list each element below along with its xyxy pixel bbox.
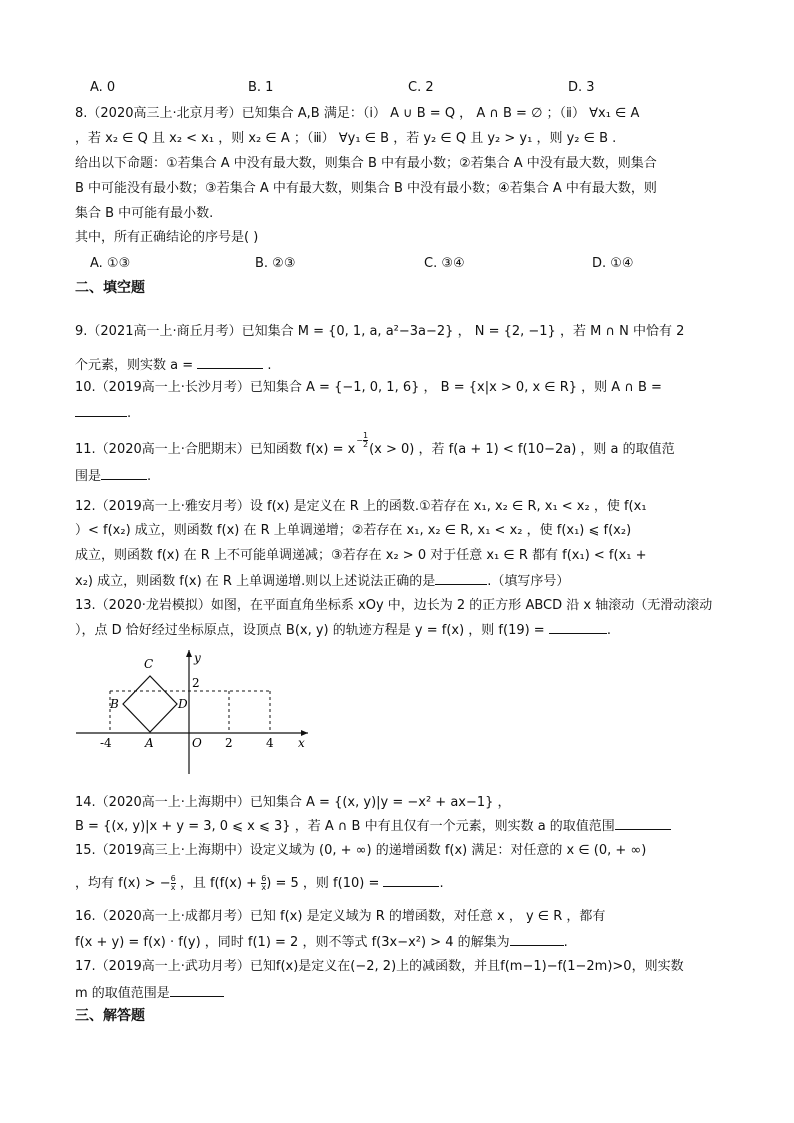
q11-answer-blank[interactable] bbox=[101, 466, 147, 480]
q14-line-2 bbox=[75, 816, 725, 837]
q17-answer-blank[interactable] bbox=[170, 983, 224, 997]
q16-answer-blank[interactable] bbox=[510, 932, 564, 946]
label-a: A bbox=[145, 736, 154, 750]
q15-frac1-numerator: 6 bbox=[170, 874, 176, 883]
q8-option-d: D. ①④ bbox=[592, 256, 634, 271]
q9-line-2 bbox=[75, 355, 725, 376]
q8-option-b: B. ②③ bbox=[255, 256, 296, 271]
q17-line-1: 17.（2019高一上·武功月考）已知f(x)是定义在(−2, 2)上的减函数，并且f(m−1)−f(1−2m)>0，则实数 bbox=[75, 959, 684, 974]
q12-line-1: 12.（2019高一上·雅安月考）设 f(x) 是定义在 R 上的函数.①若存在 x₁, x₂ ∈ R, x₁ < x₂ ，使 f(x₁ bbox=[75, 499, 647, 514]
q15-line-1: 15.（2019高三上·上海期中）设定义域为 (0, + ∞) 的递增函数 f(x) 满足：对任意的 x ∈ (0, + ∞) bbox=[75, 843, 647, 858]
label-b: B bbox=[110, 697, 119, 711]
q16-text: f(x + y) = f(x) · f(y) ，同时 f(1) = 2 ，则不等式 f(3x−x²) > 4 的解集为 bbox=[75, 935, 510, 950]
q9-answer-blank[interactable] bbox=[197, 355, 263, 369]
tick-2: 2 bbox=[225, 736, 233, 750]
tick-4: 4 bbox=[266, 736, 274, 750]
q11-period: . bbox=[147, 469, 152, 484]
q11-text-a: 11.（2020高一上·合肥期末）已知函数 f(x) = x bbox=[75, 442, 356, 457]
label-y-axis: y bbox=[194, 651, 201, 665]
section-heading-answer: 三、解答题 bbox=[75, 1008, 145, 1024]
q11-text-c: 围是 bbox=[75, 469, 102, 484]
tick-neg4: -4 bbox=[100, 736, 112, 750]
q8-line-5: 集合 B 中可能有最小数. bbox=[75, 206, 214, 221]
q12-line-3: 成立，则函数 f(x) 在 R 上不可能单调递减；③若存在 x₂ > 0 对于任意 x₁ ∈ R 都有 f(x₁) < f(x₁ + bbox=[75, 548, 647, 563]
q15-frac1-denominator: x bbox=[170, 883, 176, 892]
q11-line-1 bbox=[75, 431, 725, 460]
q10-line-1: 10.（2019高一上·长沙月考）已知集合 A = {−1, 0, 1, 6} ， B = {x|x > 0, x ∈ R} ，则 A ∩ B = bbox=[75, 380, 662, 395]
q12-line-2: ）< f(x₂) 成立，则函数 f(x) 在 R 上单调递增；②若存在 x₁, x₂ ∈ R, x₁ < x₂ ，使 f(x₁) ⩽ f(x₂) bbox=[75, 523, 632, 538]
q10-period: . bbox=[127, 406, 132, 421]
q12-hint: .（填写序号） bbox=[487, 574, 570, 589]
q8-line-2: ，若 x₂ ∈ Q 且 x₂ < x₁ ，则 x₂ ∈ A ；（ⅲ） ∀y₁ ∈ B ，若 y₂ ∈ Q 且 y₂ > y₁ ，则 y₂ ∈ B . bbox=[75, 131, 617, 146]
q9-line-1: 9.（2021高一上·商丘月考）已知集合 M = {0, 1, a, a²−3a−2} ， N = {2, −1} ，若 M ∩ N 中恰有 2 bbox=[75, 324, 685, 339]
q7-option-d: D. 3 bbox=[568, 80, 595, 95]
q7-option-c: C. 2 bbox=[408, 80, 434, 95]
q15-line-2 bbox=[75, 873, 725, 894]
q8-option-a: A. ①③ bbox=[90, 256, 131, 271]
q11-exp-numerator: 1 bbox=[363, 431, 369, 440]
q17-line-2 bbox=[75, 983, 725, 1004]
q7-option-a: A. 0 bbox=[90, 80, 116, 95]
q11-text-b: (x > 0) ，若 f(a + 1) < f(10−2a) ，则 a 的取值范 bbox=[369, 442, 675, 457]
label-d: D bbox=[178, 697, 188, 711]
q15-frac2-denominator: x bbox=[261, 883, 267, 892]
q8-line-6: 其中，所有正确结论的序号是( ) bbox=[75, 230, 259, 245]
q12-answer-blank[interactable] bbox=[435, 571, 487, 585]
q10-answer-blank[interactable] bbox=[75, 403, 127, 417]
q13-period: . bbox=[606, 623, 611, 638]
q14-line-1: 14.（2020高一上·上海期中）已知集合 A = {(x, y)|y = −x² + ax−1} ， bbox=[75, 795, 511, 810]
q9-period: . bbox=[263, 358, 272, 373]
q17-text: m 的取值范围是 bbox=[75, 986, 170, 1001]
q15-frac2-numerator: 6 bbox=[261, 874, 267, 883]
q16-line-2 bbox=[75, 932, 725, 953]
q16-line-1: 16.（2020高一上·成都月考）已知 f(x) 是定义域为 R 的增函数，对任意 x ， y ∈ R ，都有 bbox=[75, 909, 606, 924]
label-origin: O bbox=[192, 736, 202, 750]
q15-answer-blank[interactable] bbox=[383, 873, 439, 887]
q16-period: . bbox=[563, 935, 568, 950]
q15-text-b: ，且 f(f(x) + bbox=[175, 876, 262, 891]
q8-line-3: 给出以下命题：①若集合 A 中没有最大数，则集合 B 中有最小数；②若集合 A 中没有最大数，则集合 bbox=[75, 156, 657, 171]
q11-line-2 bbox=[75, 466, 725, 487]
y-axis-arrow bbox=[186, 650, 192, 657]
q8-line-4: B 中可能没有最小数；③若集合 A 中有最大数，则集合 B 中没有最小数；④若集合 A 中有最大数，则 bbox=[75, 181, 657, 196]
q15-text-a: ，均有 f(x) > − bbox=[75, 876, 171, 891]
q13-line-1: 13.（2020·龙岩模拟）如图，在平面直角坐标系 xOy 中，边长为 2 的正方形 ABCD 沿 x 轴滚动（无滑动滚动 bbox=[75, 598, 713, 613]
q11-exponent: − $\frac{1}{2}$ bbox=[356, 431, 369, 449]
tick-y2: 2 bbox=[192, 676, 200, 690]
label-x-axis: x bbox=[298, 736, 305, 750]
label-c: C bbox=[144, 657, 154, 671]
q13-answer-blank[interactable] bbox=[549, 620, 607, 634]
q15-text-c: ) = 5 ，则 f(10) = bbox=[266, 876, 384, 891]
square-abcd bbox=[123, 676, 177, 732]
q13-text: ），点 D 恰好经过坐标原点，设顶点 B(x, y) 的轨迹方程是 y = f(x) ，则 f(19) = bbox=[75, 623, 549, 638]
q10-line-2 bbox=[75, 403, 725, 424]
q8-option-c: C. ③④ bbox=[424, 256, 465, 271]
q15-period: . bbox=[439, 876, 444, 891]
q9-text: 个元素，则实数 a = bbox=[75, 358, 198, 373]
section-heading-fill-in: 二、填空题 bbox=[75, 280, 145, 296]
q13-line-2 bbox=[75, 620, 725, 641]
rolling-square-figure bbox=[72, 646, 322, 778]
q7-option-b: B. 1 bbox=[248, 80, 274, 95]
q12-line-4 bbox=[75, 571, 725, 592]
q14-answer-blank[interactable] bbox=[615, 816, 671, 830]
q11-exp-denominator: 2 bbox=[363, 440, 369, 449]
q8-line-1: 8.（2020高三上·北京月考）已知集合 A,B 满足：（ⅰ） A ∪ B = Q ， A ∩ B = ∅ ；（ⅱ） ∀x₁ ∈ A bbox=[75, 106, 640, 121]
q12-text: x₂) 成立，则函数 f(x) 在 R 上单调递增.则以上述说法正确的是 bbox=[75, 574, 436, 589]
q14-text: B = {(x, y)|x + y = 3, 0 ⩽ x ⩽ 3} ，若 A ∩ B 中有且仅有一个元素，则实数 a 的取值范围 bbox=[75, 819, 615, 834]
